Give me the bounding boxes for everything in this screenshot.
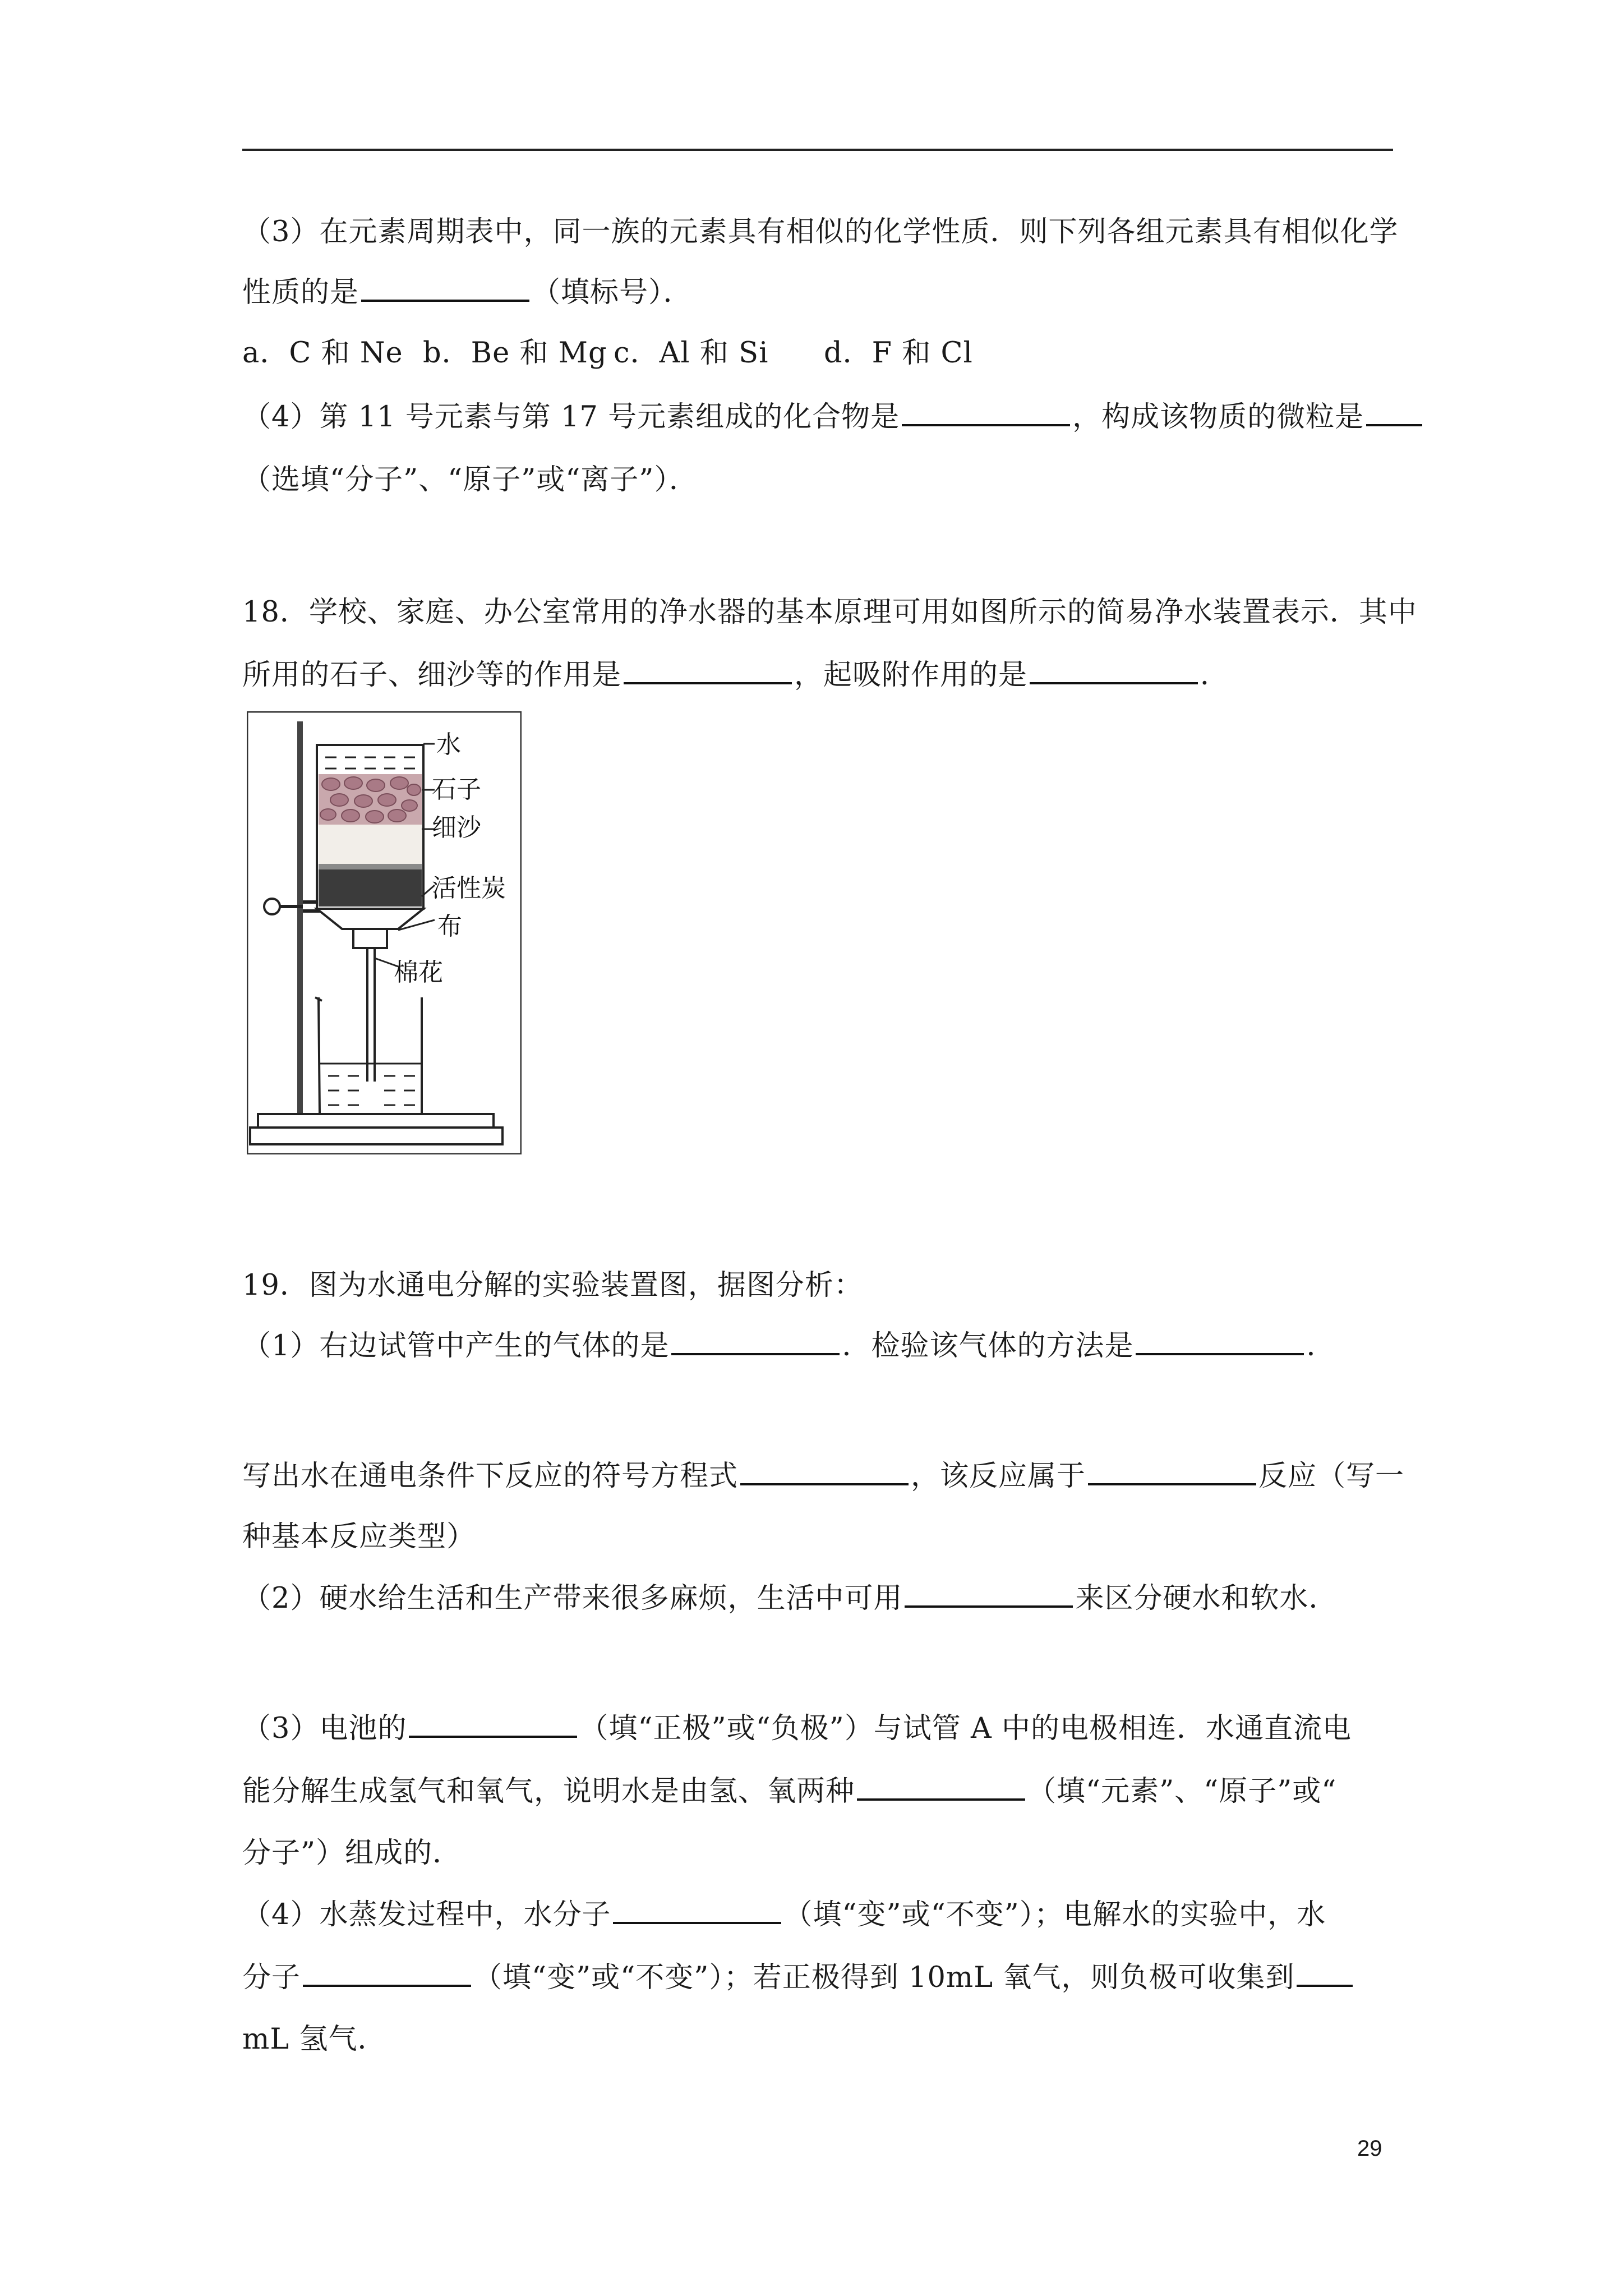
q19-equation-line2: 种基本反应类型）: [242, 1520, 476, 1553]
option-b: b．Be 和 Mg: [423, 337, 607, 370]
label-cloth: 布: [437, 912, 462, 941]
q18-line1: 18．学校、家庭、办公室常用的净水器的基本原理可用如图所示的简易净水装置表示．其中: [242, 596, 1417, 629]
label-cotton: 棉花: [394, 958, 443, 987]
q19-part4-line1: （4）水蒸发过程中，水分子 （填“变”或“不变”）；电解水的实验中，水: [242, 1898, 1326, 1931]
q17-part3-line2: 性质的是 （填标号）．: [242, 276, 693, 309]
answer-blank[interactable]: [902, 399, 1070, 426]
q19-part3-line2: 能分解生成氢气和氧气，说明水是由氢、氧两种 （填“元素”、“原子”或“: [242, 1775, 1337, 1808]
q19-equation-line1: 写出水在通电条件下反应的符号方程式 ，该反应属于 反应（写一: [242, 1460, 1405, 1493]
answer-blank[interactable]: [1297, 1960, 1353, 1987]
answer-blank[interactable]: [361, 275, 529, 302]
page-number: 29: [1357, 2136, 1382, 2161]
answer-blank[interactable]: [624, 657, 792, 684]
q17-part4-line1: （4）第 11 号元素与第 17 号元素组成的化合物是 ，构成该物质的微粒是: [242, 399, 1424, 435]
q19-line1: 19．图为水通电分解的实验装置图，据图分析：: [242, 1269, 863, 1302]
label-activated-carbon: 活性炭: [432, 874, 506, 903]
option-a: a．C 和 Ne: [242, 337, 403, 370]
q19-part4-line3: mL 氢气．: [242, 2023, 387, 2056]
answer-blank[interactable]: [671, 1328, 840, 1355]
q19-part1: （1）右边试管中产生的气体的是 ．检验该气体的方法是 ．: [242, 1329, 1336, 1363]
option-d: d．F 和 Cl: [824, 337, 973, 370]
q19-part3-line1: （3）电池的 （填“正极”或“负极”）与试管 A 中的电极相连．水通直流电: [242, 1712, 1352, 1745]
answer-blank[interactable]: [857, 1774, 1025, 1801]
label-stones: 石子: [432, 775, 481, 804]
header-rule: [242, 149, 1393, 151]
answer-blank[interactable]: [905, 1581, 1073, 1608]
q19-part3-line3: 分子”）组成的．: [242, 1837, 462, 1870]
option-c: c．Al 和 Si: [614, 337, 769, 370]
answer-blank[interactable]: [1030, 657, 1198, 684]
answer-blank[interactable]: [613, 1897, 781, 1924]
label-sand: 细沙: [432, 813, 481, 842]
q19-part2: （2）硬水给生活和生产带来很多麻烦，生活中可用 来区分硬水和软水．: [242, 1582, 1338, 1615]
answer-blank[interactable]: [1366, 399, 1422, 426]
answer-blank[interactable]: [1136, 1328, 1304, 1355]
q17-part3-line1: （3）在元素周期表中，同一族的元素具有相似的化学性质．则下列各组元素具有相似化学: [242, 215, 1399, 249]
label-water: 水: [436, 730, 461, 759]
water-filter-figure: [247, 711, 522, 1154]
answer-blank[interactable]: [1088, 1458, 1256, 1485]
q19-part4-line2: 分子 （填“变”或“不变”）；若正极得到 10mL 氧气，则负极可收集到: [242, 1960, 1355, 1996]
q17-options: [242, 335, 973, 371]
answer-blank[interactable]: [303, 1960, 471, 1987]
answer-blank[interactable]: [409, 1711, 577, 1738]
q18-line2: 所用的石子、细沙等的作用是 ，起吸附作用的是 ．: [242, 659, 1230, 692]
q17-part4-line2: （选填“分子”、“原子”或“离子”）．: [242, 463, 698, 496]
answer-blank[interactable]: [740, 1458, 909, 1485]
